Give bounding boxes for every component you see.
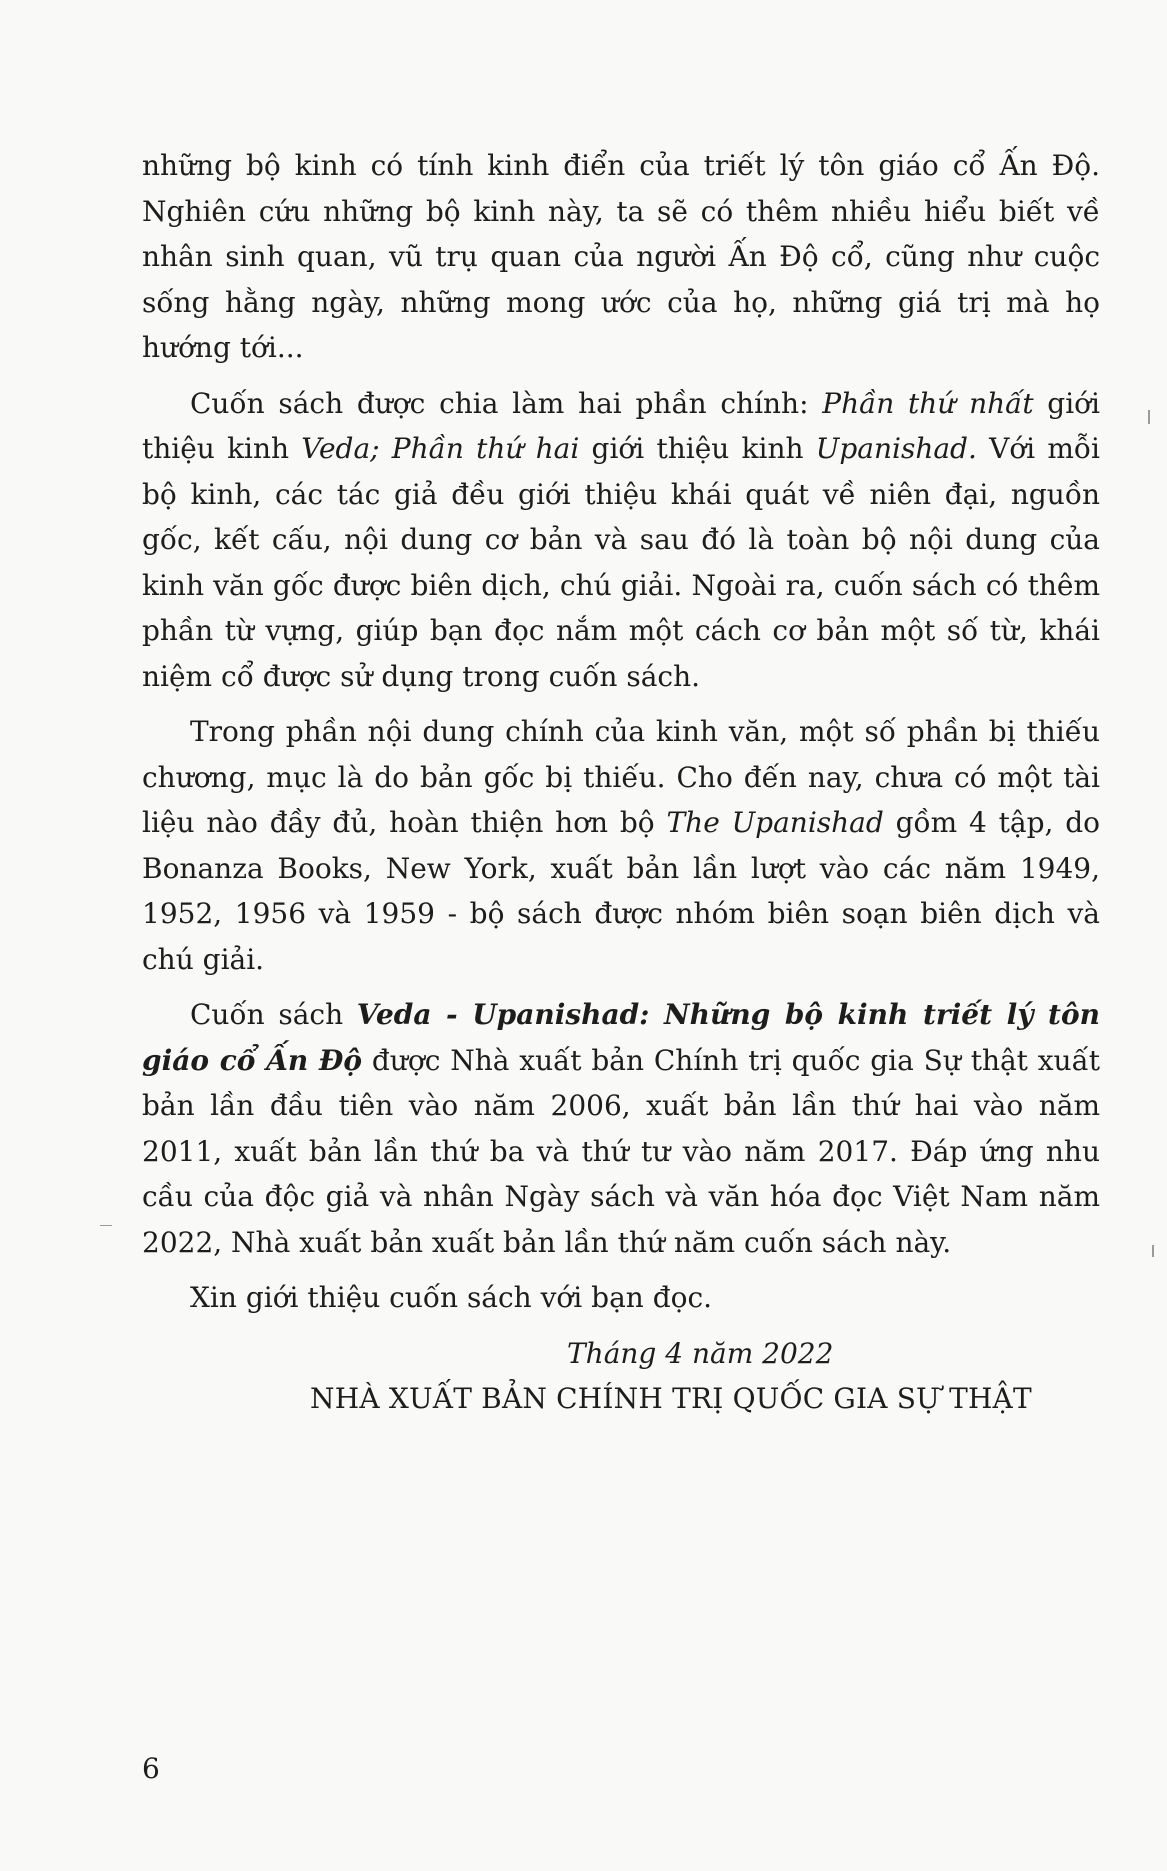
paragraph [142,1275,1100,1321]
paragraph [142,143,1100,371]
text-run: The Upanishad [666,806,884,839]
text-run: gồm 4 tập, do Bonanza Books, New York, xuất bản lần lượt vào các năm 1949, 1952, 1956 và 1959 - bộ sách được nhóm biên soạn biên dịch và chú giải. [142,806,1100,976]
text-run: Phần thứ nhất [822,386,1034,420]
scan-edge-mark [1152,1245,1154,1257]
text-run: Cuốn sách [190,998,357,1031]
scan-edge-mark [1148,410,1150,424]
text-run: Upanishad. [815,432,977,465]
signature-publisher: NHÀ XUẤT BẢN CHÍNH TRỊ QUỐC GIA SỰ THẬT [310,1382,1032,1415]
signature-block [142,1331,1100,1422]
page-number: 6 [142,1752,160,1785]
body-text [142,143,1100,1422]
text-run: Xin giới thiệu cuốn sách với bạn đọc. [190,1281,713,1314]
scan-edge-mark [100,1225,112,1226]
text-run: giới thiệu kinh [579,432,816,465]
text-run: Cuốn sách được chia làm hai phần chính: [190,386,823,420]
paragraph [142,381,1100,700]
text-run: Veda; Phần thứ hai [301,432,580,465]
text-run: những bộ kinh có tính kinh điển của triết lý tôn giáo cổ Ấn Độ. Nghiên cứu những bộ kinh này, ta sẽ có thêm nhiều hiểu biết về nhân sinh quan, vũ trụ quan của người Ấn Độ cổ, cũng như cuộc sống hằng ngày, những mong ước của họ, những giá trị mà họ hướng tới... [142,149,1100,364]
text-run: Với mỗi bộ kinh, các tác giả đều giới thiệu khái quát về niên đại, nguồn gốc, kết cấu, nội dung cơ bản và sau đó là toàn bộ nội dung của kinh văn gốc được biên dịch, chú giải. Ngoài ra, cuốn sách có thêm phần từ vựng, giúp bạn đọc nắm một cách cơ bản một số từ, khái niệm cổ được sử dụng trong cuốn sách. [142,432,1100,693]
text-run: Veda - Upanishad: Những bộ kinh triết lý tôn giáo cổ Ấn Độ [142,998,1100,1077]
text-run: Trong phần nội dung chính của kinh văn, một số phần bị thiếu chương, mục là do bản gốc bị thiếu. Cho đến nay, chưa có một tài liệu nào đầy đủ, hoàn thiện hơn bộ [142,715,1100,839]
text-run: được Nhà xuất bản Chính trị quốc gia Sự thật xuất bản lần đầu tiên vào năm 2006, xuất bản lần thứ hai vào năm 2011, xuất bản lần thứ ba và thứ tư vào năm 2017. Đáp ứng nhu cầu của độc giả và nhân Ngày sách và văn hóa đọc Việt Nam năm 2022, Nhà xuất bản xuất bản lần thứ năm cuốn sách này. [142,1043,1101,1259]
signature-date: Tháng 4 năm 2022 [567,1336,834,1370]
paragraph [142,709,1100,982]
text-run: giới thiệu kinh [142,386,1100,465]
paragraph [142,992,1100,1265]
